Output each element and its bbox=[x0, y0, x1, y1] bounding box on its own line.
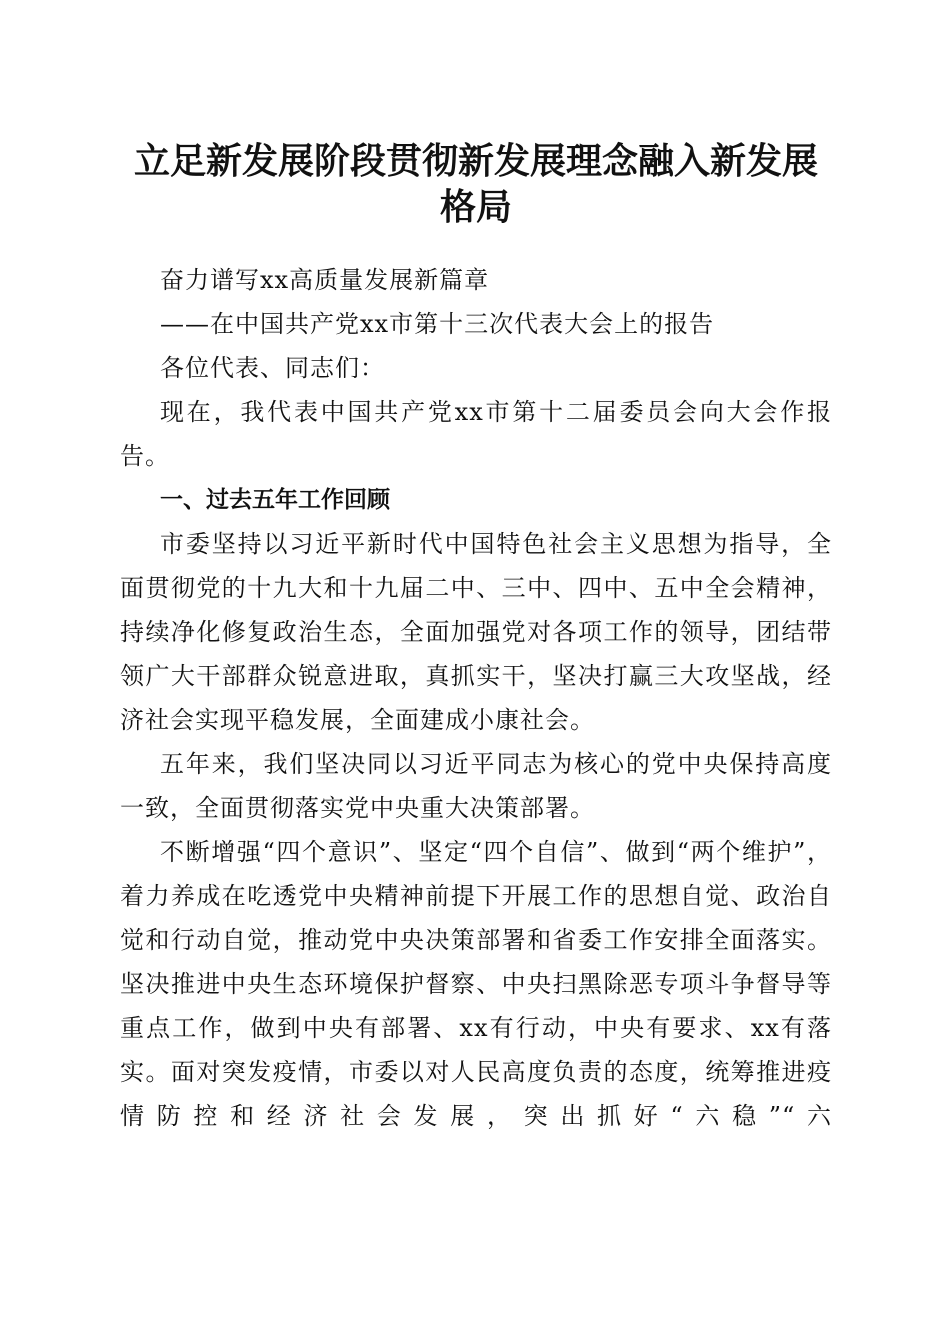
document-body bbox=[120, 258, 832, 1138]
intro-paragraph: 现在，我代表中国共产党xx市第十二届委员会向大会作报告。 bbox=[120, 398, 832, 470]
paragraph-1: 市委坚持以习近平新时代中国特色社会主义思想为指导，全面贯彻党的十九大和十九届二中、三中、四中、五中全会精神，持续净化修复政治生态，全面加强党对各项工作的领导，团结带领广大干部群众锐意进取，真抓实干，坚决打赢三大攻坚战，经济社会实现平稳发展，全面建成小康社会。 bbox=[120, 530, 832, 734]
salutation: 各位代表、同志们： bbox=[160, 354, 385, 382]
report-line: ——在中国共产党xx市第十三次代表大会上的报告 bbox=[160, 310, 715, 338]
paragraph-2: 五年来，我们坚决同以习近平同志为核心的党中央保持高度一致，全面贯彻落实党中央重大决策部署。 bbox=[120, 750, 832, 822]
section-heading: 一、过去五年工作回顾 bbox=[160, 487, 390, 513]
document-title: 立足新发展阶段贯彻新发展理念融入新发展格局 bbox=[133, 140, 818, 228]
subtitle: 奋力谱写xx高质量发展新篇章 bbox=[160, 266, 490, 294]
paragraph-3: 不断增强“四个意识”、坚定“四个自信”、做到“两个维护”，着力养成在吃透党中央精神前提下开展工作的思想自觉、政治自觉和行动自觉，推动党中央决策部署和省委工作安排全面落实。坚决推进中央生态环境保护督察、中央扫黑除恶专项斗争督导等重点工作，做到中央有部署、xx有行动，中央有要求、xx有落实。面对突发疫情，市委以对人民高度负责的态度，统筹推进疫情防控和经济社会发展，突出抓好“六稳”“六 bbox=[120, 838, 832, 1130]
